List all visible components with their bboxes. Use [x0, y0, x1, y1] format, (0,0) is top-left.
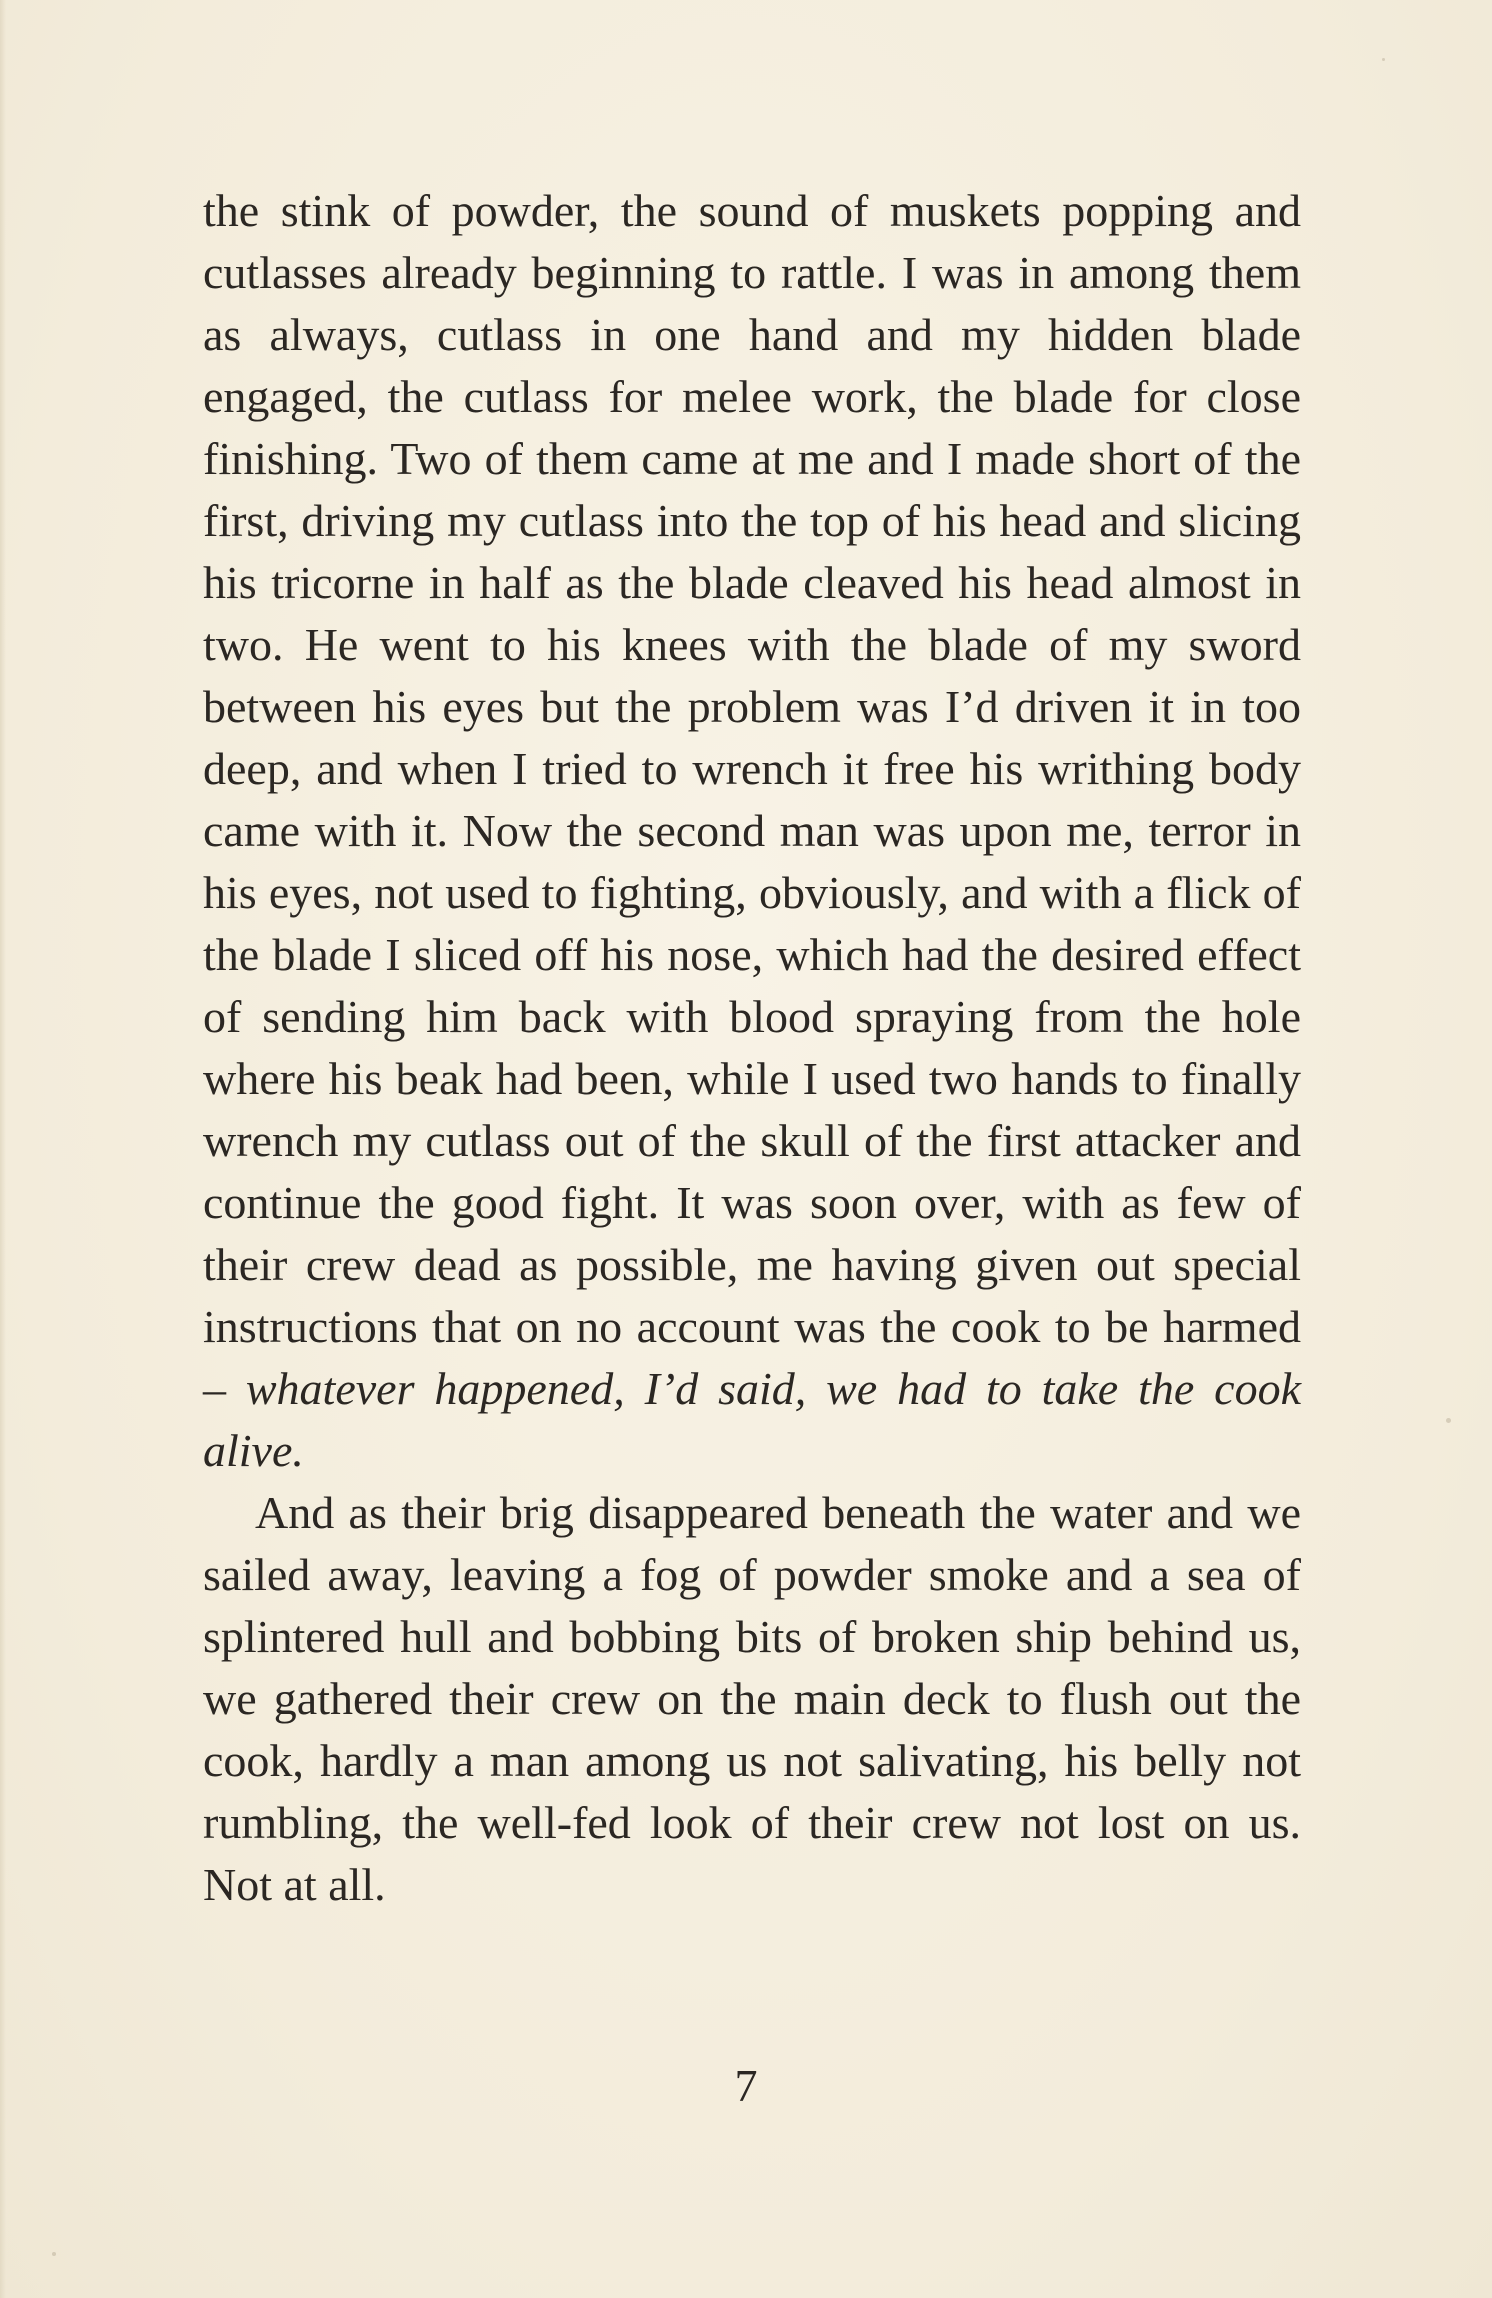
page-number: 7 [734, 2060, 758, 2111]
paper-speck [1382, 58, 1385, 61]
paper-speck [52, 2252, 56, 2256]
paragraph-1 [203, 180, 1301, 1482]
paper-speck [1446, 1418, 1451, 1423]
paragraph-1-italic-quote: whatever happened, I’d said, we had to take the cook alive. [203, 1363, 1301, 1476]
paragraph-2: And as their brig disappeared beneath the water and we sailed away, leaving a fog of powder smoke and a sea of splintered hull and bobbing bits of broken ship behind us, we gathered their crew on the main deck to flush out the cook, hardly a man among us not salivating, his belly not rumbling, the well-fed look of their crew not lost on us. Not at all. [203, 1487, 1301, 1910]
paragraph-1-text: the stink of powder, the sound of muskets popping and cutlasses already beginning to rattle. I was in among them as always, cutlass in one hand and my hidden blade engaged, the cutlass for melee work, the blade for close finishing. Two of them came at me and I made short of the first, driving my cutlass into the top of his head and slicing his tricorne in half as the blade cleaved his head almost in two. He went to his knees with the blade of my sword between his eyes but the problem was I’d driven it in too deep, and when I tried to wrench it free his writhing body came with it. Now the second man was upon me, terror in his eyes, not used to fighting, obviously, and with a flick of the blade I sliced off his nose, which had the desired effect of sending him back with blood spraying from the hole where his beak had been, while I used two hands to finally wrench my cutlass out of the skull of the first attacker and continue the good fight. It was soon over, with as few of their crew dead as possible, me having given out special instructions that on no account was the cook to be harmed – [203, 185, 1301, 1414]
page-edge-shadow [0, 0, 6, 2298]
body-text [203, 180, 1301, 1916]
